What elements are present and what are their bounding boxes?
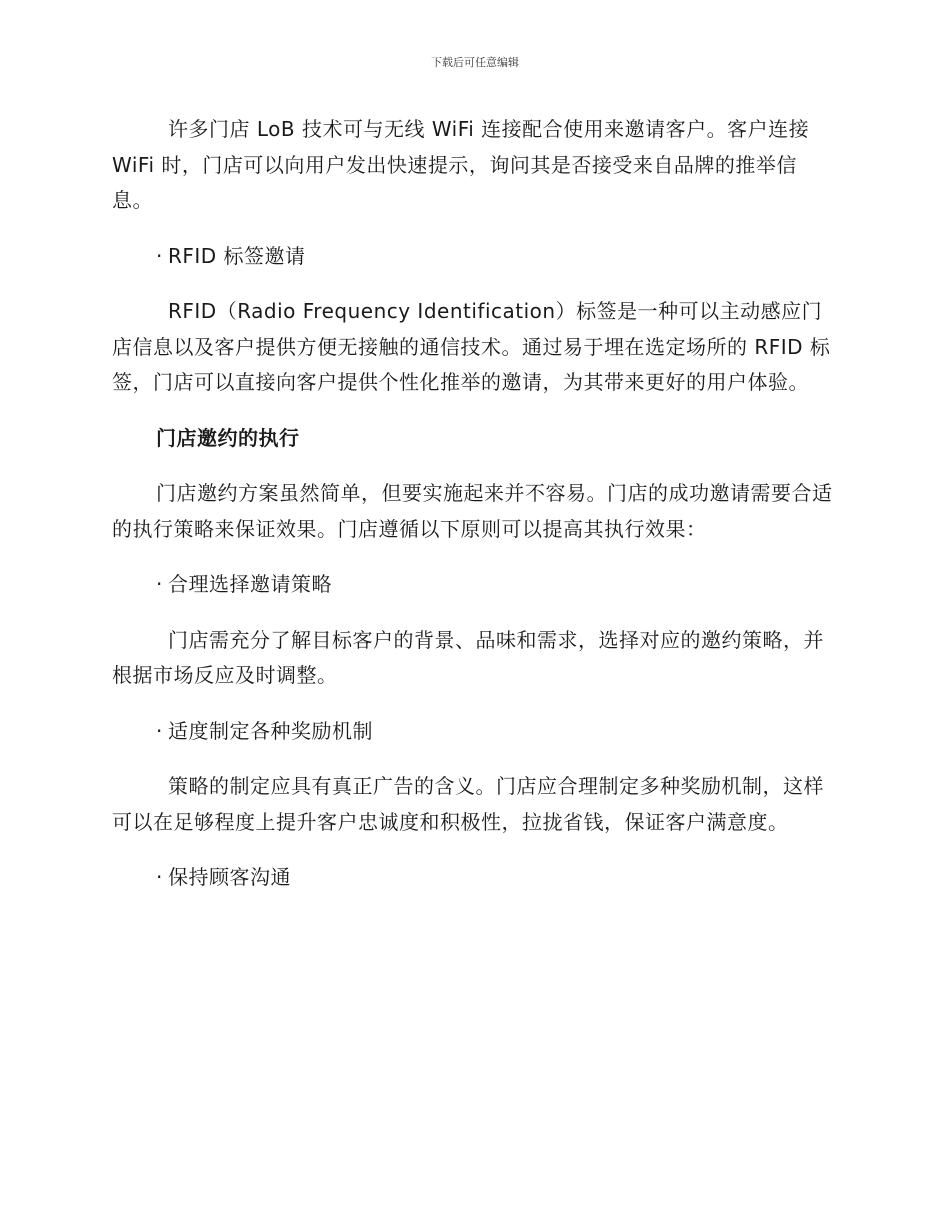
bullet-label: RFID 标签邀请 bbox=[168, 243, 306, 268]
bullet-rfid-invite bbox=[112, 239, 834, 275]
bullet-dot: · bbox=[156, 718, 163, 743]
bullet-dot: · bbox=[156, 243, 163, 268]
bullet-communication bbox=[112, 860, 834, 896]
paragraph-execution: 门店邀约方案虽然简单，但要实施起来并不容易。门店的成功邀请需要合适的执行策略来保证效果。门店遵循以下原则可以提高其执行效果： bbox=[112, 481, 833, 541]
bullet-label: 保持顾客沟通 bbox=[168, 865, 291, 889]
bullet-label: 适度制定各种奖励机制 bbox=[168, 718, 373, 743]
bullet-dot: · bbox=[156, 865, 163, 889]
paragraph-rfid: RFID（Radio Frequency Identification）标签是一种可以主动感应门店信息以及客户提供方便无接触的通信技术。通过易于埋在选定场所的 RFID 标签，门店可以直接向客户提供个性化推举的邀请，为其带来更好的用户体验。 bbox=[112, 299, 831, 394]
bullet-label: 合理选择邀请策略 bbox=[168, 572, 332, 596]
page-header: 下载后可任意编辑 bbox=[431, 56, 519, 69]
bullet-dot: · bbox=[156, 572, 163, 596]
bullet-reward bbox=[112, 714, 834, 750]
bullet-strategy bbox=[112, 567, 834, 603]
document-body bbox=[112, 112, 834, 916]
paragraph-reward: 策略的制定应具有真正广告的含义。门店应合理制定多种奖励机制，这样可以在足够程度上提升客户忠诚度和积极性，拉拢省钱，保证客户满意度。 bbox=[112, 774, 824, 834]
section-heading: 门店邀约的执行 bbox=[156, 425, 300, 450]
paragraph-strategy: 门店需充分了解目标客户的背景、品味和需求，选择对应的邀约策略，并根据市场反应及时调整。 bbox=[112, 627, 824, 687]
paragraph-wifi: 许多门店 LoB 技术可与无线 WiFi 连接配合使用来邀请客户。客户连接 WiFi 时，门店可以向用户发出快速提示，询问其是否接受来自品牌的推举信息。 bbox=[112, 117, 810, 212]
